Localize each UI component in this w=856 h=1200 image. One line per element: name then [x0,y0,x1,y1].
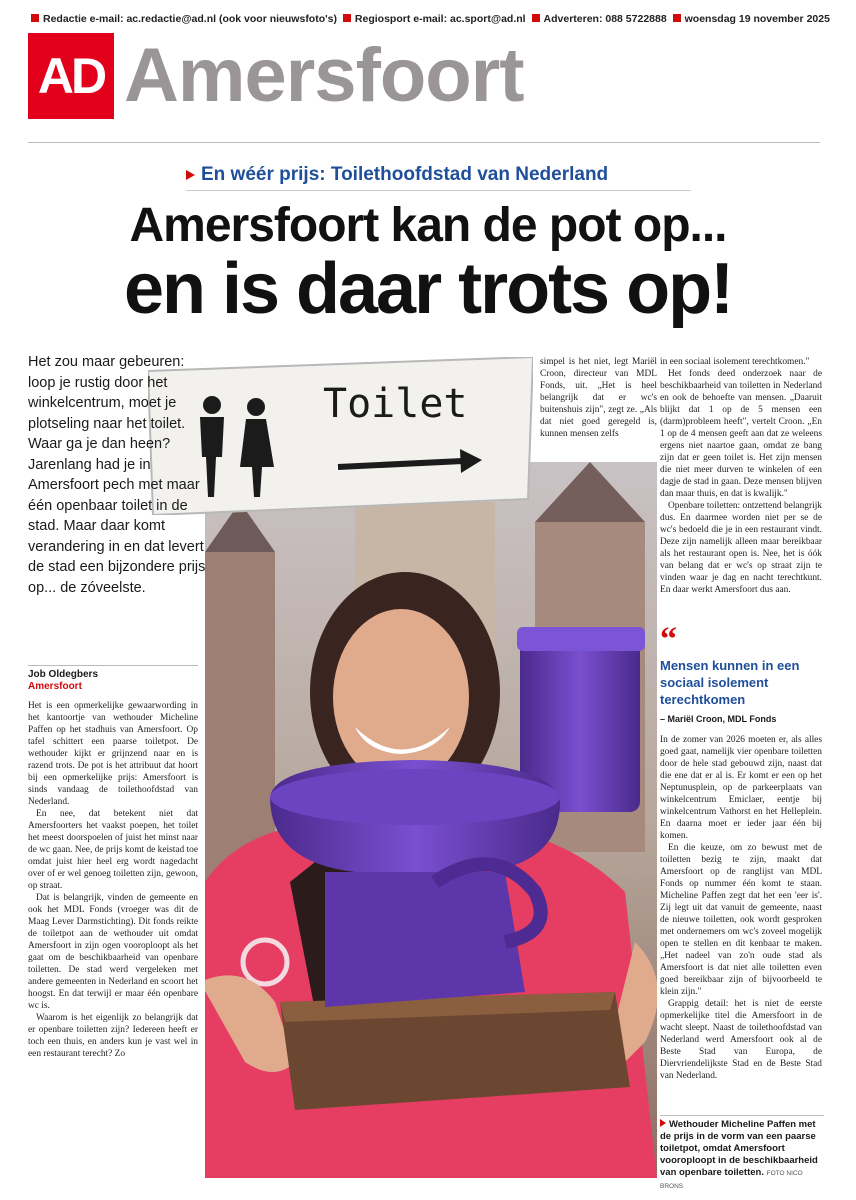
kicker-arrow-icon [186,170,195,180]
paragraph: En nee, dat betekent niet dat Amersfoorters het vaakst poepen, het toilet het meest doorspoelen of juist het minst naar de wc gaan. Nee, de prijs komt de keistad toe omdat juist hier heel erg wordt nagedacht over of er wel genoeg toiletten zijn, gewoon, op straat. [28,809,198,891]
body-column-3-top [660,356,822,618]
pull-quote [660,621,824,724]
paragraph: Grappig detail: het is niet de eerste opmerkelijke titel die Amersfoort in de wacht sleept. Naast de toilethoofdstad van Nederland werd Amersfoort ook al de Beste Stad van Europa, de Diervriendelijkste Stad en de Beste Stad van Nederland. [660,999,822,1081]
paragraph: Dat is belangrijk, vinden de gemeente en ook het MDL Fonds (vroeger was dit de Maag Lever Darmstichting). Dit fonds reikte de toiletpot aan de wethouder uit omdat Amersfoort in zijn ogen vooroploopt als het gaat om de beschikbaarheid van openbare toiletten. De stad werd vergeleken met andere gemeenten in Nederland en scoort het hoogst. En dat terwijl er maar één openbare wc is. [28,893,198,1011]
kicker-text: En wéér prijs: Toilethoofdstad van Nederland [201,164,609,185]
paragraph: En die keuze, om zo bewust met de toiletten bezig te zijn, maakt dat Amersfoort op de ranglijst van MDL Fonds op nummer één komt te staan. Micheline Paffen zegt dat het een 'eer is'. Zij legt uit dat vanuit de gemeente, naast de nieuwe toiletten, ook wordt gesproken met ondernemers om wc's zoveel mogelijk open te stellen en dit kenbaar te maken. „Het nadeel van zo'n oude stad als Amersfoort is dat niet alle toiletten even goed bereikbaar zijn of bijvoorbeeld te klein zijn." [660,843,822,997]
caption-text: Wethouder Micheline Paffen met de prijs in de vorm van een paarse toiletpot, omdat Amersfoort vooroploopt in de beschikbaarheid van openbare toiletten. [660,1119,818,1178]
contact-editorial: Redactie e-mail: ac.redactie@ad.nl (ook voor nieuwsfoto's) [43,13,337,25]
paragraph: simpel is het niet, legt Mariël Croon, directeur van MDL Fonds, uit. „Het is heel belangrijk dat er wc's buitenshuis zijn", zegt ze. „Als dat niet goed geregeld is, kunnen mensen zelfs [540,357,657,439]
masthead-city: Amersfoort [124,33,524,118]
quote-text: Mensen kunnen in een sociaal isolement terechtkomen [660,658,800,707]
dateline-location: Amersfoort [28,681,82,692]
paragraph: Openbare toiletten: ontzettend belangrijk dus. En daarmee worden niet per se de wc's bedoeld die je in een restaurant vindt. Deze zijn namelijk alleen maar bereikbaar als het restaurant open is. Nee, het is óók van belang dat er wc's op straat zijn te vinden waar je dag en nacht terechtkunt. En daar werkt Amersfoort dus aan. [660,501,822,595]
quote-mark-icon: “ [660,621,677,658]
contact-bar [28,13,828,25]
masthead-divider [28,142,820,143]
author: Job Oldegbers [28,665,198,680]
issue-date: woensdag 19 november 2025 [684,13,830,25]
body-column-3-bottom [660,734,822,1110]
paragraph: Het is een opmerkelijke gewaarwording in het kantoortje van wethouder Micheline Paffen op het stadhuis van Amersfoort. Op tafel schittert een paarse toiletpot. De wethouder kijkt er grijnzend naar en is razend trots. De pot is het attribuut dat hoort bij een opmerkelijke prijs: Amersfoort is sinds vandaag de toilethoofdstad van Nederland. [28,701,198,807]
sign-text: Toilet [323,381,468,427]
logo-text: AD [37,48,105,104]
quote-attribution: – Mariël Croon, MDL Fonds [660,714,777,724]
contact-sport: Regiosport e-mail: ac.sport@ad.nl [354,13,526,25]
photo-caption [660,1115,824,1193]
article-photo [205,462,657,1178]
body-column-2 [540,356,657,456]
paragraph: Waarom is het eigenlijk zo belangrijk dat er openbare toiletten zijn? Iedereen heeft er toch een thuis, en anders kun je vast wel in een restaurant terecht? Zo [28,1013,198,1059]
paragraph: Het fonds deed onderzoek naar de beschikbaarheid van toiletten in Nederland en ook de behoefte van mensen. „Daaruit blijkt dat 1 op de 5 mensen een (darm)probleem heeft", vertelt Croon. „En 1 op de 4 mensen geeft aan dat ze weleens ergens niet naartoe gaan, omdat ze bang zijn dat er geen toilet is. Het zijn mensen die niet meer durven te winkelen of een dagje de stad in gaan. Deze mensen blijven dan maar thuis, en dat is kwalijk." [660,369,822,499]
kicker [186,164,691,191]
caption-arrow-icon [660,1119,666,1127]
ad-logo [28,33,114,119]
contact-ads: Adverteren: 088 5722888 [543,13,667,25]
photo-credit: FOTO NICO BRONS [660,1170,803,1190]
body-column-1 [28,700,198,1178]
paragraph: In de zomer van 2026 moeten er, als alles goed gaat, namelijk vier openbare toiletten door de hele stad gebouwd zijn, naast dat die ene dat er al is. Er komt er een op het Neptunusplein, op de parkeerplaats van winkelcentrum Emiclaer, eentje bij winkelcentrum Vathorst en het Helleplein. En daarna moet er ieder jaar één bij komen. [660,735,822,841]
headline-line-1: Amersfoort kan de pot op... [129,199,727,252]
paragraph: in een sociaal isolement terechtkomen." [660,357,810,367]
headline-line-2: en is daar trots op! [123,249,733,329]
article-intro: Het zou maar gebeuren: loop je rustig door het winkelcentrum, moet je plotseling naar het toilet. Waar ga je dan heen? Jarenlang had je in Amersfoort pech met maar één openbaar toilet in de stad. Maar daar komt verandering in en dat levert de stad een bijzondere prijs op... de zóveelste. [28,354,206,596]
